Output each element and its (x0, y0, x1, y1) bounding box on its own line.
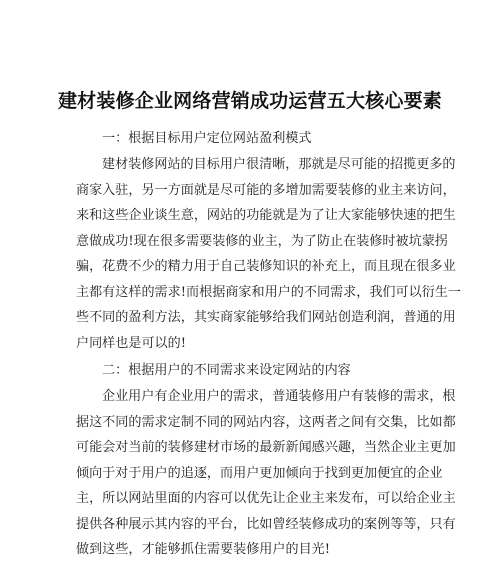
paragraph-line: 可能会对当前的装修建材市场的最新新闻感兴趣，当然企业主更加 (76, 440, 456, 455)
paragraph-line: 主，所以网站里面的内容可以优先让企业主来发布，可以给企业主 (76, 491, 456, 506)
section-heading-2: 二：根据用户的不同需求来设定网站的内容 (102, 363, 351, 378)
paragraph-line: 建材装修网站的目标用户很清晰，那就是尽可能的招揽更多的 (102, 157, 456, 172)
paragraph-line: 提供各种展示其内容的平台，比如曾经装修成功的案例等等，只有 (76, 516, 456, 532)
paragraph-line: 据这不同的需求定制不同的网站内容，这两者之间有交集，比如都 (76, 414, 456, 430)
section-heading-1: 一：根据目标用户定位网站盈利模式 (102, 131, 312, 146)
paragraph-line: 骗，花费不少的精力用于自己装修知识的补充上，而且现在很多业 (76, 259, 456, 274)
paragraph-line: 意做成功!现在很多需要装修的业主，为了防止在装修时被坑蒙拐 (76, 233, 448, 249)
paragraph-line: 户同样也是可以的! (76, 335, 187, 351)
paragraph-line: 企业用户有企业用户的需求，普通装修用户有装修的需求，根 (102, 389, 456, 404)
paragraph-line: 倾向于对于用户的追逐，而用户更加倾向于找到更加便宜的企业 (76, 465, 443, 481)
paragraph-line: 做到这些，才能够抓住需要装修用户的目光! (76, 542, 331, 557)
section-paragraph-1 (76, 152, 461, 356)
paragraph-line: 主都有这样的需求!而根据商家和用户的不同需求，我们可以衍生一 (76, 284, 461, 300)
document-title: 建材装修企业网络营销成功运营五大核心要素 (57, 90, 442, 112)
paragraph-line: 些不同的盈利方法，其实商家能够给我们网站创造利润，普通的用 (76, 310, 456, 325)
section-paragraph-2 (76, 384, 456, 563)
paragraph-line: 来和这些企业谈生意，网站的功能就是为了让大家能够快速的把生 (76, 208, 456, 223)
paragraph-line: 商家入驻，另一方面就是尽可能的多增加需要装修的业主来访问， (76, 182, 456, 198)
